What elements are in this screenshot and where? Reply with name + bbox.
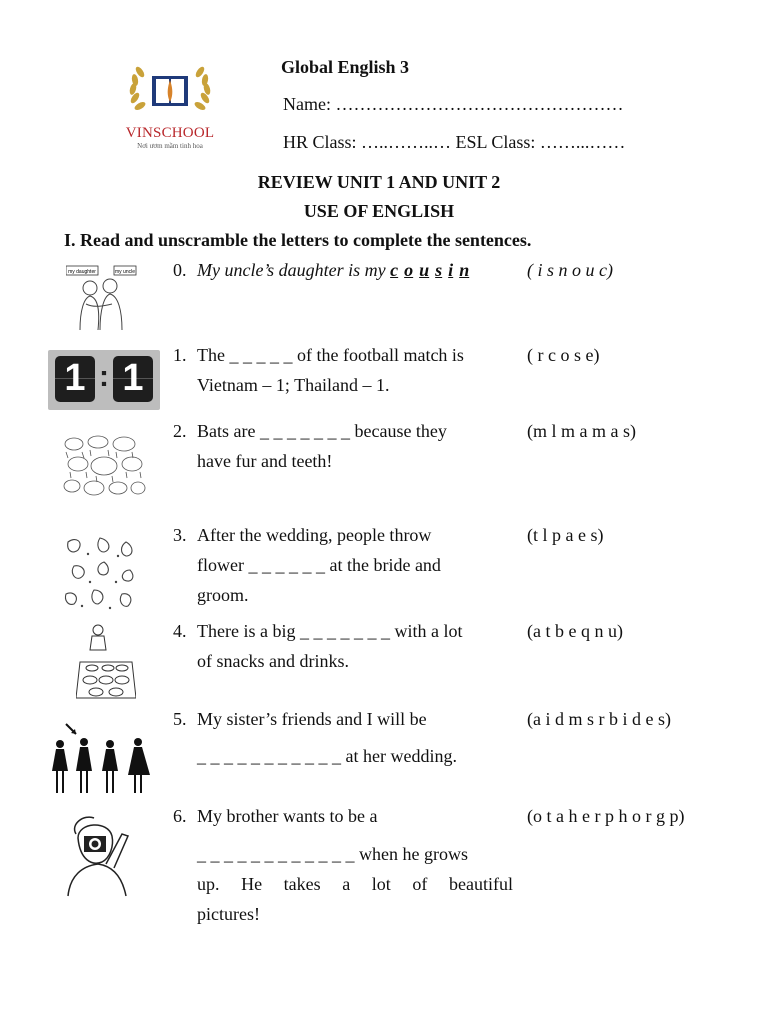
score-left: 1 — [64, 357, 86, 399]
question-text-line: of snacks and drinks. — [197, 651, 349, 671]
petals-picture — [60, 532, 146, 612]
answer-letter: s — [435, 260, 443, 280]
question-text-line: _ _ _ _ _ _ _ _ _ _ _ _ when he grows — [197, 844, 468, 864]
score-separator: : — [99, 360, 109, 393]
page-title: REVIEW UNIT 1 AND UNIT 2 — [257, 172, 501, 192]
answer-letter: i — [448, 260, 454, 280]
question-text-line: groom. — [197, 585, 249, 605]
question-number: 4. — [173, 621, 187, 641]
question-clue: (a t b e q n u) — [527, 621, 623, 641]
laurel-book-icon — [118, 58, 222, 122]
question-clue: ( r c o s e) — [527, 345, 600, 365]
question-text-line: flower _ _ _ _ _ _ at the bride and — [197, 555, 441, 575]
question-text-line: There is a big _ _ _ _ _ _ _ with a lot — [197, 621, 463, 641]
pic-label-right: my uncle — [114, 269, 136, 275]
question-number: 6. — [173, 806, 187, 826]
scoreboard-picture — [48, 350, 160, 410]
family-picture — [66, 264, 138, 334]
example-text: My uncle’s daughter is my — [197, 260, 386, 280]
question-clue: (t l p a e s) — [527, 525, 604, 545]
course-title: Global English 3 — [281, 57, 410, 77]
answer-letter: u — [419, 260, 430, 280]
example-sentence — [197, 255, 475, 285]
logo-tagline: Nơi ươm mầm tinh hoa — [137, 142, 203, 150]
example-number: 0. — [173, 260, 187, 280]
school-logo — [118, 58, 222, 148]
question-text-line: My sister’s friends and I will be — [197, 709, 427, 729]
example-answer — [390, 260, 475, 280]
pic-label-left: my daughter — [68, 269, 96, 275]
question-text-line: Bats are _ _ _ _ _ _ _ because they — [197, 421, 447, 441]
question-text-line: _ _ _ _ _ _ _ _ _ _ _ at her wedding. — [197, 746, 457, 766]
question-text-line: Vietnam – 1; Thailand – 1. — [197, 375, 390, 395]
answer-letter: c — [390, 260, 399, 280]
question-number: 1. — [173, 345, 187, 365]
score-right: 1 — [122, 357, 144, 399]
question-text-line: The _ _ _ _ _ of the football match is — [197, 345, 464, 365]
example-clue: ( i s n o u c) — [527, 260, 613, 280]
question-text-line: pictures! — [197, 904, 260, 924]
answer-letter: n — [459, 260, 470, 280]
question-text-line: have fur and teeth! — [197, 451, 333, 471]
question-clue: (m l m a m a s) — [527, 421, 636, 441]
logo-brand: VINSCHOOL — [125, 125, 215, 141]
mammals-picture — [60, 432, 148, 502]
question-number: 5. — [173, 709, 187, 729]
name-field: Name: ………………………………………… — [283, 94, 624, 114]
question-clue: (o t a h e r p h o r g p) — [527, 806, 685, 826]
photographer-picture — [60, 812, 134, 898]
page-subtitle: USE OF ENGLISH — [303, 201, 455, 221]
question-number: 2. — [173, 421, 187, 441]
banquet-picture — [76, 622, 136, 704]
question-text-line: After the wedding, people throw — [197, 525, 432, 545]
section-heading: I. Read and unscramble the letters to complete the sentences. — [64, 230, 532, 250]
answer-letter: o — [404, 260, 414, 280]
question-clue: (a i d m s r b i d e s) — [527, 709, 671, 729]
question-number: 3. — [173, 525, 187, 545]
question-text-line: up. He takes a lot of beautiful — [197, 874, 513, 894]
bridesmaids-picture — [50, 722, 160, 798]
class-field: HR Class: …..……..… ESL Class: ……...…… — [283, 132, 626, 152]
question-text-line: My brother wants to be a — [197, 806, 378, 826]
